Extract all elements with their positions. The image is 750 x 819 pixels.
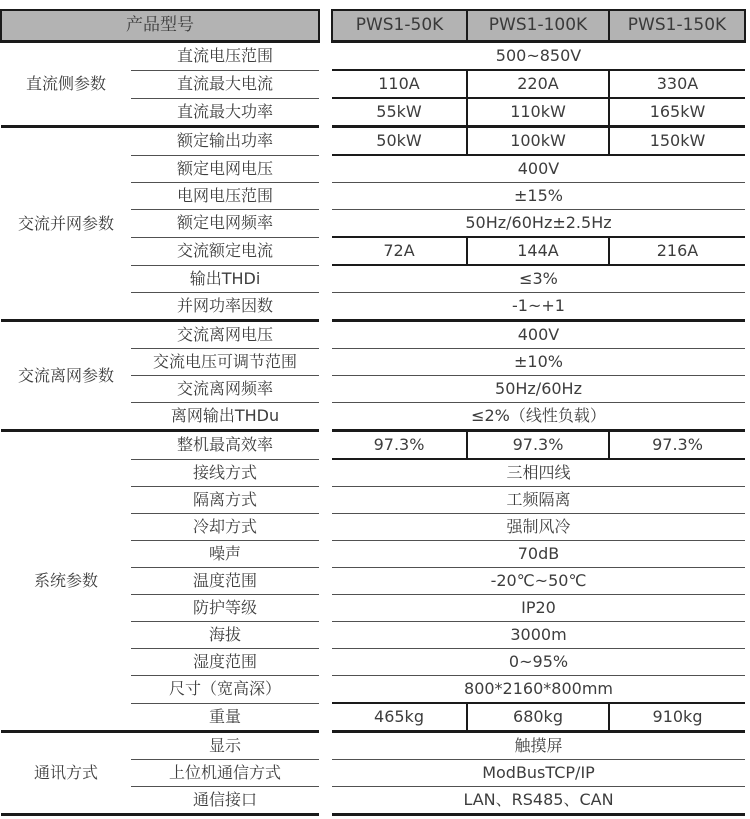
spec-value: 500~850V: [332, 42, 745, 71]
header-product-model: 产品型号: [1, 10, 319, 42]
column-gap: [319, 183, 332, 210]
param-name: 上位机通信方式: [131, 760, 319, 787]
spec-value: 150kW: [609, 127, 745, 156]
spec-value: 50kW: [332, 127, 467, 156]
group-label-dc: 直流侧参数: [1, 42, 131, 127]
column-gap: [319, 10, 332, 42]
spec-value: 97.3%: [467, 431, 609, 460]
spec-value: 910kg: [609, 703, 745, 732]
spec-value: ≤3%: [332, 265, 745, 293]
spec-value: 144A: [467, 237, 609, 265]
column-gap: [319, 349, 332, 376]
spec-value: 680kg: [467, 703, 609, 732]
param-name: 交流离网频率: [131, 376, 319, 403]
spec-value: -20℃~50℃: [332, 568, 745, 595]
param-name: 噪声: [131, 541, 319, 568]
spec-value: 55kW: [332, 98, 467, 127]
column-gap: [319, 98, 332, 127]
param-name: 整机最高效率: [131, 431, 319, 460]
param-name: 接线方式: [131, 459, 319, 487]
param-name: 额定电网电压: [131, 155, 319, 183]
column-gap: [319, 210, 332, 238]
column-gap: [319, 541, 332, 568]
table-row: [1, 42, 745, 71]
spec-value: 216A: [609, 237, 745, 265]
column-gap: [319, 431, 332, 460]
table-row: [1, 732, 745, 760]
spec-value: 50Hz/60Hz: [332, 376, 745, 403]
spec-value: 800*2160*800mm: [332, 676, 745, 704]
column-gap: [319, 376, 332, 403]
column-gap: [319, 622, 332, 649]
column-gap: [319, 42, 332, 71]
param-name: 交流额定电流: [131, 237, 319, 265]
spec-value: 110kW: [467, 98, 609, 127]
column-gap: [319, 787, 332, 815]
column-gap: [319, 237, 332, 265]
column-gap: [319, 595, 332, 622]
column-gap: [319, 70, 332, 98]
column-gap: [319, 403, 332, 431]
column-gap: [319, 265, 332, 293]
param-name: 温度范围: [131, 568, 319, 595]
column-gap: [319, 321, 332, 349]
spec-value: 465kg: [332, 703, 467, 732]
spec-value: 72A: [332, 237, 467, 265]
spec-value: 165kW: [609, 98, 745, 127]
param-name: 尺寸（宽高深）: [131, 676, 319, 704]
group-label-ac-offgrid: 交流离网参数: [1, 321, 131, 431]
column-gap: [319, 732, 332, 760]
column-gap: [319, 676, 332, 704]
spec-value: 70dB: [332, 541, 745, 568]
spec-value: 400V: [332, 155, 745, 183]
spec-value: 97.3%: [332, 431, 467, 460]
spec-value: 50Hz/60Hz±2.5Hz: [332, 210, 745, 238]
spec-value: 工频隔离: [332, 487, 745, 514]
param-name: 海拔: [131, 622, 319, 649]
spec-value: 220A: [467, 70, 609, 98]
param-name: 直流最大电流: [131, 70, 319, 98]
spec-value: ModBusTCP/IP: [332, 760, 745, 787]
spec-value: 0~95%: [332, 649, 745, 676]
param-name: 直流电压范围: [131, 42, 319, 71]
spec-value: 触摸屏: [332, 732, 745, 760]
table-row: [1, 127, 745, 156]
param-name: 交流电压可调节范围: [131, 349, 319, 376]
column-gap: [319, 155, 332, 183]
column-gap: [319, 568, 332, 595]
param-name: 输出THDi: [131, 265, 319, 293]
spec-value: 110A: [332, 70, 467, 98]
spec-value: 400V: [332, 321, 745, 349]
param-name: 显示: [131, 732, 319, 760]
column-gap: [319, 487, 332, 514]
column-gap: [319, 127, 332, 156]
param-name: 直流最大功率: [131, 98, 319, 127]
param-name: 隔离方式: [131, 487, 319, 514]
header-model-pws1-150k: PWS1-150K: [609, 10, 745, 42]
param-name: 离网输出THDu: [131, 403, 319, 431]
table-row: [1, 321, 745, 349]
group-label-system: 系统参数: [1, 431, 131, 732]
param-name: 额定电网频率: [131, 210, 319, 238]
table-row: [1, 431, 745, 460]
spec-value: 100kW: [467, 127, 609, 156]
header-model-pws1-50k: PWS1-50K: [332, 10, 467, 42]
column-gap: [319, 293, 332, 321]
column-gap: [319, 760, 332, 787]
param-name: 并网功率因数: [131, 293, 319, 321]
spec-value: 97.3%: [609, 431, 745, 460]
spec-value: 330A: [609, 70, 745, 98]
spec-value: 3000m: [332, 622, 745, 649]
param-name: 电网电压范围: [131, 183, 319, 210]
spec-value: ±10%: [332, 349, 745, 376]
param-name: 冷却方式: [131, 514, 319, 541]
column-gap: [319, 703, 332, 732]
param-name: 通信接口: [131, 787, 319, 815]
spec-value: IP20: [332, 595, 745, 622]
spec-value: ±15%: [332, 183, 745, 210]
spec-value: -1~+1: [332, 293, 745, 321]
spec-value: 三相四线: [332, 459, 745, 487]
column-gap: [319, 649, 332, 676]
param-name: 重量: [131, 703, 319, 732]
header-model-pws1-100k: PWS1-100K: [467, 10, 609, 42]
table-header-row: [1, 10, 745, 42]
group-label-ac-grid: 交流并网参数: [1, 127, 131, 321]
column-gap: [319, 514, 332, 541]
spec-value: LAN、RS485、CAN: [332, 787, 745, 815]
param-name: 额定输出功率: [131, 127, 319, 156]
param-name: 交流离网电压: [131, 321, 319, 349]
group-label-communication: 通讯方式: [1, 732, 131, 815]
spec-value: ≤2%（线性负载）: [332, 403, 745, 431]
param-name: 防护等级: [131, 595, 319, 622]
column-gap: [319, 459, 332, 487]
param-name: 湿度范围: [131, 649, 319, 676]
product-spec-table: [0, 9, 746, 816]
spec-value: 强制风冷: [332, 514, 745, 541]
